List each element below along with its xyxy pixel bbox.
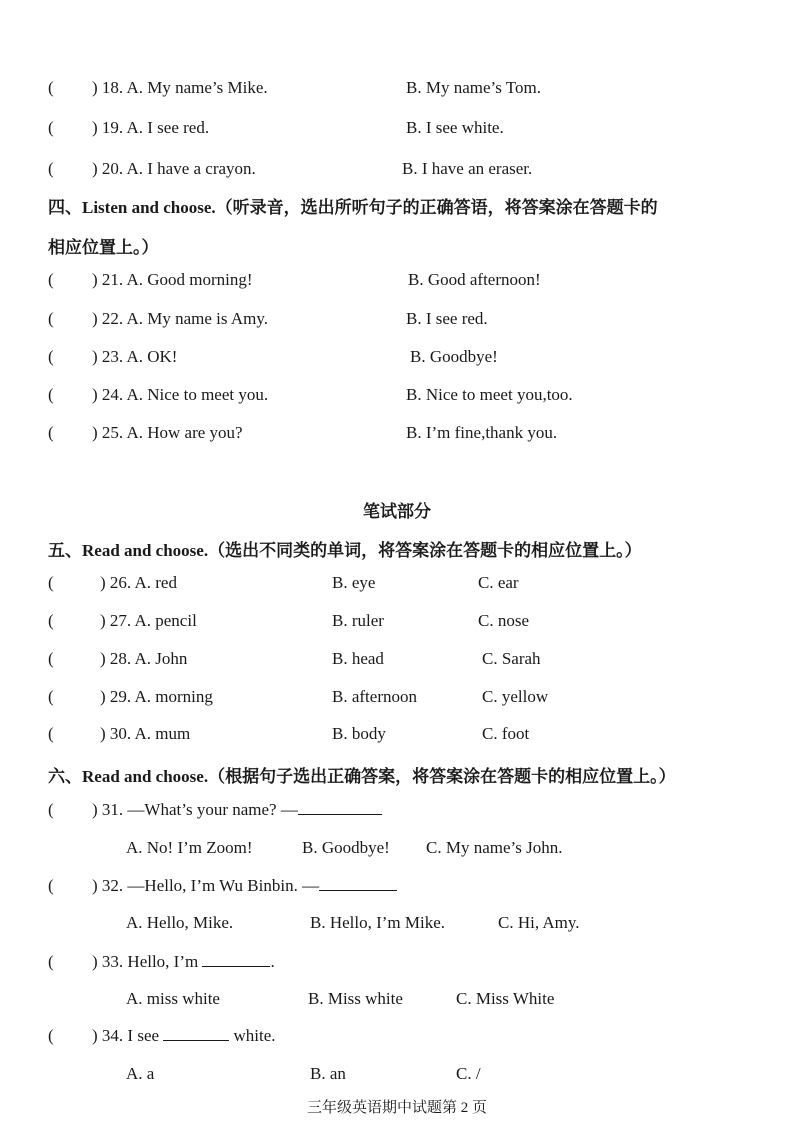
question-33 (48, 952, 768, 982)
option-a: ) 28. A. John (100, 649, 188, 668)
question-33-options (48, 989, 768, 1019)
option-c: C. nose (478, 611, 529, 630)
question-stem: ) 31. —What’s your name? — (92, 800, 298, 819)
answer-paren: ( (48, 800, 54, 819)
option-a: ) 20. A. I have a crayon. (92, 159, 256, 178)
section-5-title: 五、Read and choose.（选出不同类的单词，将答案涂在答题卡的相应位置上。） (48, 541, 642, 560)
option-b: B. I see red. (406, 309, 488, 328)
question-stem-end: . (270, 952, 275, 971)
answer-paren: ( (48, 159, 54, 178)
question-34-options (48, 1064, 768, 1094)
question-31 (48, 800, 768, 830)
option-b: B. Goodbye! (410, 347, 498, 366)
question-stem-end: white. (233, 1026, 276, 1045)
option-a: ) 19. A. I see red. (92, 118, 210, 137)
option-a: A. miss white (126, 989, 220, 1008)
option-a: ) 24. A. Nice to meet you. (92, 385, 269, 404)
option-a: A. No! I’m Zoom! (126, 838, 253, 857)
answer-blank (163, 1026, 229, 1041)
option-b: B. I see white. (406, 118, 504, 137)
option-a: ) 27. A. pencil (100, 611, 197, 630)
answer-blank (319, 876, 397, 891)
option-a: ) 29. A. morning (100, 687, 213, 706)
option-c: C. Miss White (456, 989, 555, 1008)
question-29 (48, 687, 768, 717)
answer-paren: ( (48, 952, 54, 971)
option-c: C. Sarah (482, 649, 541, 668)
option-b: B. head (332, 649, 384, 668)
option-a: ) 30. A. mum (100, 724, 191, 743)
option-c: C. My name’s John. (426, 838, 563, 857)
option-c: C. foot (482, 724, 530, 743)
question-27 (48, 611, 768, 641)
option-a: ) 18. A. My name’s Mike. (92, 78, 268, 97)
answer-paren: ( (48, 78, 54, 97)
answer-paren: ( (48, 649, 54, 668)
option-b: B. Miss white (308, 989, 403, 1008)
question-31-stem-wrap (92, 800, 382, 820)
question-32-options (48, 913, 768, 943)
option-a: ) 25. A. How are you? (92, 423, 243, 442)
answer-paren: ( (48, 724, 54, 743)
option-a: A. Hello, Mike. (126, 913, 234, 932)
option-b: B. Good afternoon! (408, 270, 541, 289)
option-a: ) 23. A. OK! (92, 347, 178, 366)
option-a: ) 22. A. My name is Amy. (92, 309, 268, 328)
option-b: B. an (310, 1064, 346, 1083)
question-19 (48, 118, 768, 148)
answer-paren: ( (48, 309, 54, 328)
question-34 (48, 1026, 768, 1056)
question-23 (48, 347, 768, 377)
answer-blank (298, 800, 382, 815)
answer-paren: ( (48, 573, 54, 592)
answer-paren: ( (48, 385, 54, 404)
option-b: B. Nice to meet you,too. (406, 385, 573, 404)
section-4-title: 四、Listen and choose.（听录音，选出所听句子的正确答语，将答案涂在答题卡的 (48, 198, 658, 217)
option-a: ) 21. A. Good morning! (92, 270, 253, 289)
answer-paren: ( (48, 611, 54, 630)
question-30 (48, 724, 768, 754)
option-b: B. ruler (332, 611, 384, 630)
question-28 (48, 649, 768, 679)
option-c: C. Hi, Amy. (498, 913, 580, 932)
section-4-title-cont: 相应位置上。） (48, 238, 159, 257)
question-stem: ) 33. Hello, I’m (92, 952, 199, 971)
question-34-stem-wrap (92, 1026, 276, 1046)
answer-paren: ( (48, 876, 54, 895)
answer-paren: ( (48, 1026, 54, 1045)
option-b: B. Goodbye! (302, 838, 390, 857)
question-20 (48, 159, 768, 189)
answer-paren: ( (48, 687, 54, 706)
question-32-stem-wrap (92, 876, 397, 896)
question-22 (48, 309, 768, 339)
question-21 (48, 270, 768, 300)
question-32 (48, 876, 768, 906)
answer-paren: ( (48, 270, 54, 289)
question-33-stem-wrap (92, 952, 275, 972)
written-part-title: 笔试部分 (363, 502, 431, 521)
option-a: A. a (126, 1064, 155, 1083)
answer-paren: ( (48, 347, 54, 366)
question-26 (48, 573, 768, 603)
option-b: B. Hello, I’m Mike. (310, 913, 446, 932)
question-25 (48, 423, 768, 453)
question-31-options (48, 838, 768, 868)
option-b: B. afternoon (332, 687, 417, 706)
question-stem: ) 34. I see (92, 1026, 160, 1045)
option-b: B. eye (332, 573, 376, 592)
option-c: C. ear (478, 573, 519, 592)
question-stem: ) 32. —Hello, I’m Wu Binbin. — (92, 876, 320, 895)
question-24 (48, 385, 768, 415)
option-a: ) 26. A. red (100, 573, 177, 592)
page-footer: 三年级英语期中试题第 2 页 (306, 1100, 487, 1116)
option-b: B. I’m fine,thank you. (406, 423, 558, 442)
option-c: C. / (456, 1064, 481, 1083)
answer-paren: ( (48, 423, 54, 442)
option-c: C. yellow (482, 687, 549, 706)
section-6-title: 六、Read and choose.（根据句子选出正确答案，将答案涂在答题卡的相应位置上。） (48, 767, 676, 786)
answer-paren: ( (48, 118, 54, 137)
answer-blank (202, 952, 270, 967)
option-b: B. body (332, 724, 386, 743)
question-18 (48, 78, 768, 108)
option-b: B. My name’s Tom. (406, 78, 541, 97)
option-b: B. I have an eraser. (402, 159, 533, 178)
